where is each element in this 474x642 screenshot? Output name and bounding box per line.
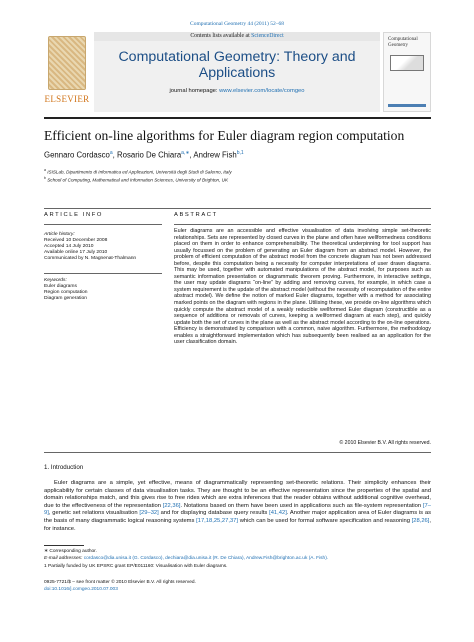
history-item: Communicated by N. Magnenat-Thalmann [44,256,137,262]
cover-title: Computational Geometry [388,37,418,48]
footnote-funding: 1 Partially funded by UK EPSRC grant EP/E011160: Visualisation with Euler diagrams. [44,564,228,569]
author-sup[interactable]: b,1 [236,150,244,156]
article-info-heading: ARTICLE INFO [44,212,104,218]
journal-homepage [94,88,380,94]
elsevier-logo[interactable] [44,32,90,112]
abstract-end-divider [44,452,431,453]
affiliation-text: ISISLab, Dipartimento di Informatica ed Applicazioni, Università degli Studi di Salerno, Italy [47,169,232,175]
article-title: Efficient on-line algorithms for Euler diagram region computation [44,128,405,143]
cover-bar [388,104,426,107]
history-item: Received 10 December 2008 [44,238,108,244]
journal-title-line1: Computational Geometry: Theory and [118,49,356,65]
author-name[interactable]: Rosario De Chiara [117,150,182,160]
citation-link[interactable]: [17,18,25,27,37] [196,517,239,524]
email-label: E-mail addresses: [44,556,83,561]
info-divider [44,224,162,225]
introduction-paragraph [44,480,431,533]
homepage-prefix: journal homepage: [169,88,220,94]
journal-header [44,32,431,116]
keyword: Euler diagrams [44,284,77,290]
journal-title-line2: Applications [198,65,276,81]
keywords [44,278,162,302]
author-sup[interactable]: a,∗ [181,150,190,156]
intro-text: and for displaying database query results [158,510,270,517]
intro-text: Euler diagrams are a simple, yet effective, means of diagrammatically representing set-theoretic relations. Their simplicity enhances their applicability for certain classes of data visualisation tasks. They are thought to be an effective representation since the properties of the spatial and domain relationships match, and this gives rise to free rides which are extra inferences that the reader obtains without additional cognitive overhead, due to the effectiveness of the representation [44,480,431,509]
journal-reference: Computational Geometry 44 (2011) 52–68 [190,21,284,27]
author-list: Gennaro Cordasco$^a$, Rosario De Chiara$^{a,∗}$, Andrew Fish$^{b,1}$ [44,150,244,160]
author-sup[interactable]: a [109,150,113,156]
abstract-text: Euler diagrams are an accessible and effective visualisation of data involving simple set-theoretic relationships. Sets are represented by closed curves in the plane and often have wellformedness conditions placed on them in order to enhance comprehensibility. The theoretical underpinning for tool support has usually focussed on the problem of generating an Euler diagram from an abstract model. However, the problem of efficient computation of the abstract model from the concrete diagram has not been addressed before, despite this computation being a necessity for computer interpretations of user drawn diagrams. This may be used, together with automated manipulations of the abstract model, for purposes such as semantic information presentation or diagrammatic theorem proving. Furthermore, in interactive settings, the user may update diagrams “on-line” by adding and removing curves, for example, in which case a system requirement is the update of the abstract model (without the necessity of recomputation of the entire abstract model). We define the notion of marked Euler diagrams, together with a method for associating marked points on the diagram with regions in the plane. Utilising these, we provide on-line algorithms which quickly compute the abstract model of a weakly reducible wellformed Euler diagram (constructible as a sequence of additions or removals of curves, keeping a wellformed diagram at each step), and quickly update both the set of curves in the plane as well as the abstract model according to the on-line operations. Efficiency is demonstrated by comparison with a common, naive algorithm. Furthermore, the methodology enables a straightforward implementation which has subsequently been realised as an application for the user classification domain. [174,228,431,346]
affiliation-sup: b [44,176,46,180]
intro-text: , genetic set relations visualisation [48,510,140,517]
citation-link[interactable]: [22,36] [162,502,181,509]
intro-text: . Another major application area of Euler diagrams is as the basis of many diagrammatic logical reasoning systems [44,510,432,524]
footnote-emails [44,556,431,562]
article-history [44,232,162,262]
keyword: Region computation [44,290,88,296]
author-name[interactable]: Gennaro Cordasco [44,150,110,160]
intro-text: which can be used for formal software specification and reasoning [238,517,412,524]
affiliation-sup: a [44,168,46,172]
journal-title-block [94,41,380,112]
header-divider [44,117,431,119]
contents-line [94,32,380,41]
issn-line: 0925-7721/$ – see front matter © 2010 Elsevier B.V. All rights reserved. [44,580,196,585]
keywords-divider [44,273,162,274]
abstract-copyright: © 2010 Elsevier B.V. All rights reserved. [339,440,431,446]
abstract-divider [174,224,431,225]
journal-banner [94,32,380,112]
keyword: Diagram generation [44,296,87,302]
journal-cover-image[interactable] [383,32,431,112]
intro-text: , for instance. [44,517,432,532]
homepage-link[interactable]: www.elsevier.com/locate/comgeo [219,88,305,94]
citation-link[interactable]: [28,26] [411,517,430,524]
affiliation-text: School of Computing, Mathematical and Information Sciences, University of Brighton, UK [47,177,229,183]
intro-text: . Notations based on them have been used in applications such as file-system representation [180,502,423,509]
publisher-logo-text: ELSEVIER [44,94,90,104]
citation-link[interactable]: [29–32] [139,510,159,517]
keywords-label: Keywords: [44,278,67,283]
history-item: Available online 17 July 2010 [44,250,108,256]
author-name[interactable]: Andrew Fish [193,150,237,160]
affiliation [44,176,228,183]
citation-link[interactable]: [7–9] [44,502,431,517]
email-addresses[interactable]: cordasco@dia.unisa.it (G. Cordasco), dechiara@dia.unisa.it (R. De Chiara), Andrew.Fish@brighton.ac.uk (A. Fish). [83,556,329,561]
section-divider [44,208,431,209]
history-label: Article history: [44,232,75,237]
citation-link[interactable]: [41,42] [269,510,287,517]
doi-link[interactable]: doi:10.1016/j.comgeo.2010.07.003 [44,587,118,592]
footnote-divider [44,545,84,546]
cover-figure [390,55,424,71]
sciencedirect-link[interactable]: ScienceDirect [251,33,284,39]
history-item: Accepted 14 July 2010 [44,244,94,250]
contents-prefix: Contents lists available at [190,33,252,39]
tree-icon [48,36,86,90]
abstract-heading: ABSTRACT [174,212,218,218]
affiliation [44,168,232,175]
introduction-heading: 1. Introduction [44,464,84,471]
footnote-corresponding: ∗ Corresponding author. [44,549,97,554]
